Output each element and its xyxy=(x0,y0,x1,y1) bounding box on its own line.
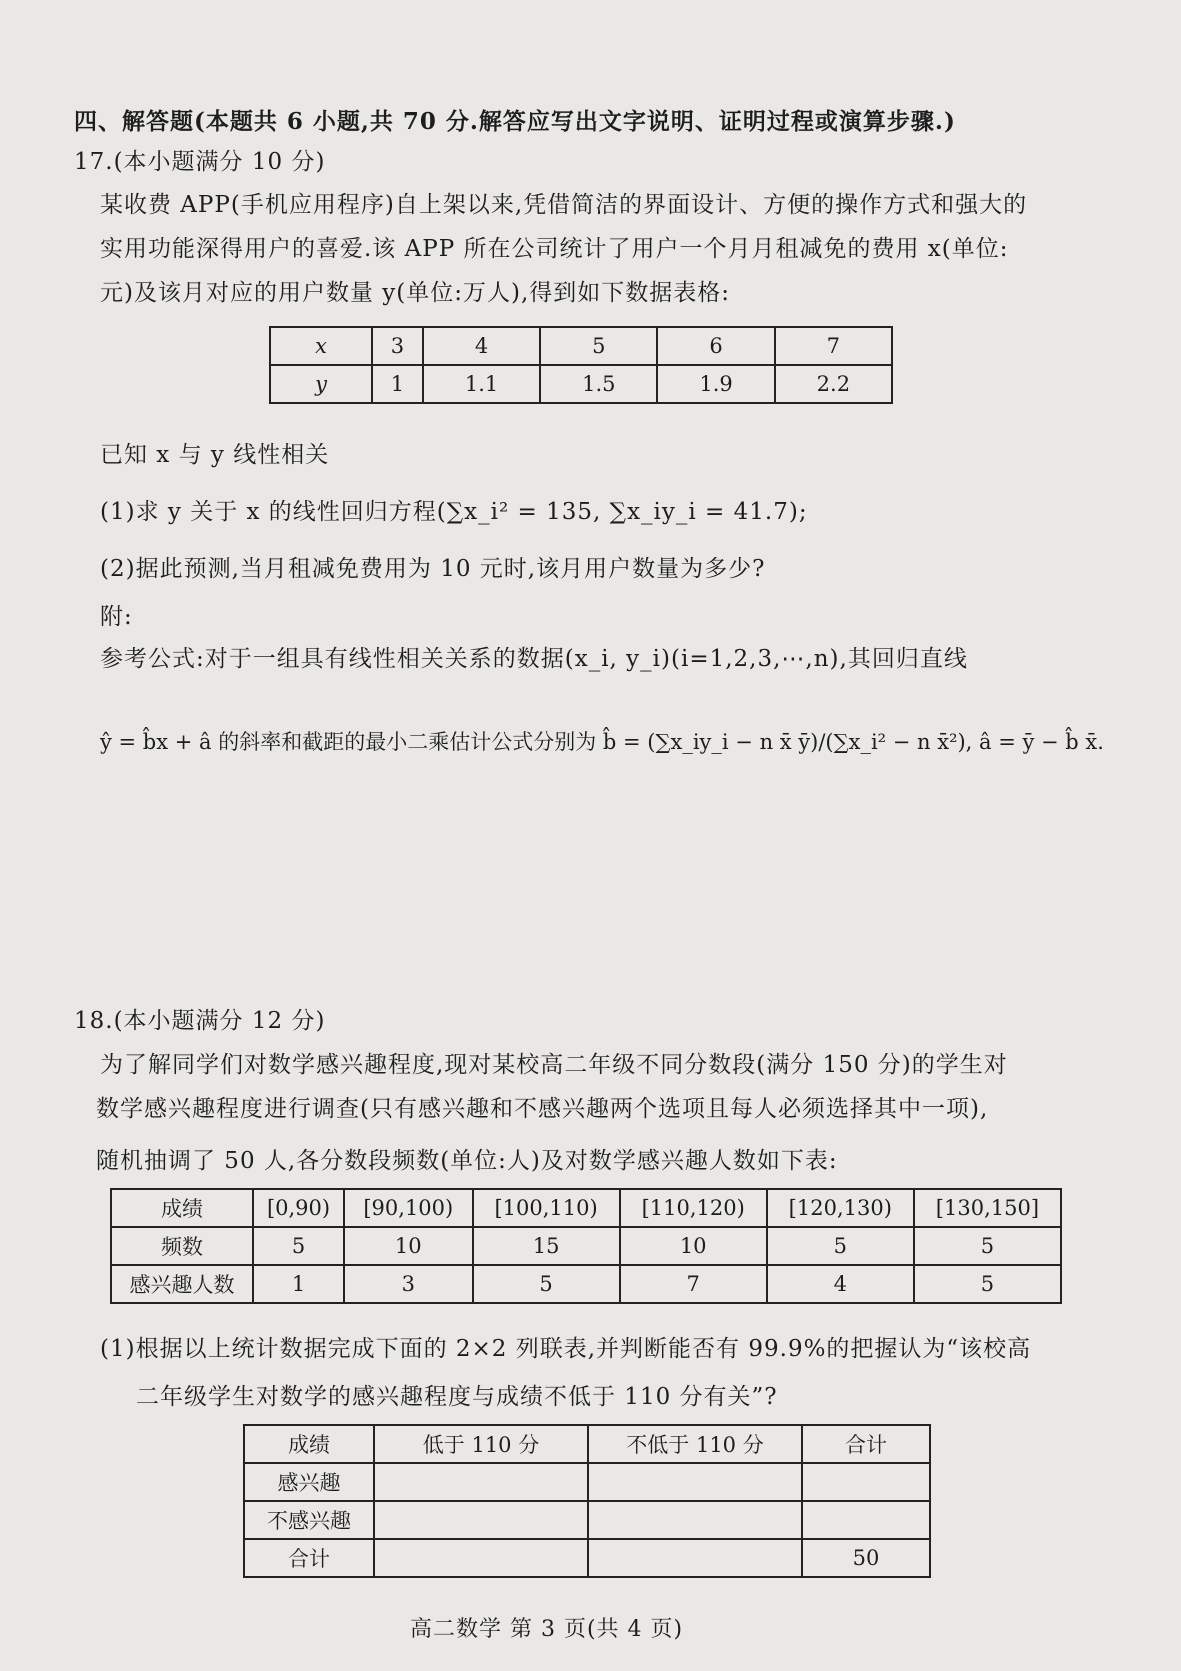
table-cell: 3 xyxy=(372,327,423,365)
table-cell: 感兴趣人数 xyxy=(111,1265,253,1303)
table-cell xyxy=(588,1501,802,1539)
table-cell: [110,120) xyxy=(620,1189,767,1227)
q17-formula-line: ŷ = b̂x + â 的斜率和截距的最小二乘估计公式分别为 b̂ = (∑x_iy_i − n x̄ ȳ)/(∑x_i² − n x̄²), â = ȳ − b̂ x̄. xyxy=(100,730,1104,754)
table-cell: 5 xyxy=(914,1265,1061,1303)
table-cell: 10 xyxy=(344,1227,472,1265)
table-cell: 低于 110 分 xyxy=(374,1425,588,1463)
table-cell xyxy=(374,1463,588,1501)
page-footer: 高二数学 第 3 页(共 4 页) xyxy=(410,1617,684,1642)
table-row xyxy=(111,1227,1061,1265)
table-row xyxy=(111,1265,1061,1303)
table-cell: 成绩 xyxy=(244,1425,374,1463)
table-row xyxy=(244,1463,930,1501)
table-cell: [130,150] xyxy=(914,1189,1061,1227)
table-cell: 2.2 xyxy=(775,365,892,403)
table-cell: x xyxy=(270,327,372,365)
table-cell: 4 xyxy=(767,1265,914,1303)
q17-known: 已知 x 与 y 线性相关 xyxy=(100,442,330,468)
table-cell: 7 xyxy=(620,1265,767,1303)
table-row xyxy=(244,1425,930,1463)
table-cell: 合计 xyxy=(802,1425,930,1463)
table-cell: 1.9 xyxy=(657,365,774,403)
q17-formula-intro: 参考公式:对于一组具有线性相关关系的数据(x_i, y_i)(i=1,2,3,⋯,n),其回归直线 xyxy=(100,646,968,672)
table-cell: 7 xyxy=(775,327,892,365)
table-cell: 15 xyxy=(473,1227,620,1265)
q17-part-2: (2)据此预测,当月租减免费用为 10 元时,该月用户数量为多少? xyxy=(100,556,766,582)
table-cell xyxy=(588,1539,802,1577)
table-cell: 4 xyxy=(423,327,540,365)
table-cell: [100,110) xyxy=(473,1189,620,1227)
table-cell: 3 xyxy=(344,1265,472,1303)
q18-frequency-table xyxy=(110,1188,1062,1304)
q18-title: 18.(本小题满分 12 分) xyxy=(74,1008,326,1034)
table-cell: 不低于 110 分 xyxy=(588,1425,802,1463)
table-cell xyxy=(588,1463,802,1501)
table-cell xyxy=(374,1539,588,1577)
table-cell: 合计 xyxy=(244,1539,374,1577)
section-header: 四、解答题(本题共 6 小题,共 70 分.解答应写出文字说明、证明过程或演算步骤.) xyxy=(74,108,956,135)
table-cell: [0,90) xyxy=(253,1189,344,1227)
table-row xyxy=(244,1539,930,1577)
table-cell xyxy=(802,1463,930,1501)
table-cell: 6 xyxy=(657,327,774,365)
table-cell: 1.1 xyxy=(423,365,540,403)
q17-paragraph-2: 实用功能深得用户的喜爱.该 APP 所在公司统计了用户一个月月租减免的费用 x(单位: xyxy=(100,236,1009,262)
q18-paragraph-1: 为了解同学们对数学感兴趣程度,现对某校高二年级不同分数段(满分 150 分)的学生对 xyxy=(100,1052,1008,1078)
table-cell: 5 xyxy=(253,1227,344,1265)
table-row xyxy=(244,1501,930,1539)
table-cell xyxy=(802,1501,930,1539)
q18-part-1b: 二年级学生对数学的感兴趣程度与成绩不低于 110 分有关”? xyxy=(136,1384,778,1410)
q18-paragraph-2: 数学感兴趣程度进行调查(只有感兴趣和不感兴趣两个选项且每人必须选择其中一项), xyxy=(96,1096,989,1122)
table-cell: [120,130) xyxy=(767,1189,914,1227)
q18-paragraph-3: 随机抽调了 50 人,各分数段频数(单位:人)及对数学感兴趣人数如下表: xyxy=(96,1148,838,1174)
table-cell: 5 xyxy=(540,327,657,365)
table-row xyxy=(111,1189,1061,1227)
table-cell: 5 xyxy=(767,1227,914,1265)
q17-part-1: (1)求 y 关于 x 的线性回归方程(∑x_i² = 135, ∑x_iy_i = 41.7); xyxy=(100,499,808,525)
q17-paragraph-1: 某收费 APP(手机应用程序)自上架以来,凭借简洁的界面设计、方便的操作方式和强大的 xyxy=(100,192,1028,218)
table-cell: 1 xyxy=(253,1265,344,1303)
table-row xyxy=(270,327,892,365)
q17-data-table xyxy=(269,326,893,404)
table-cell: 频数 xyxy=(111,1227,253,1265)
q17-paragraph-3: 元)及该月对应的用户数量 y(单位:万人),得到如下数据表格: xyxy=(100,280,731,306)
table-cell: 感兴趣 xyxy=(244,1463,374,1501)
table-cell: y xyxy=(270,365,372,403)
table-cell: 不感兴趣 xyxy=(244,1501,374,1539)
table-cell xyxy=(374,1501,588,1539)
table-cell: 5 xyxy=(914,1227,1061,1265)
table-cell: 50 xyxy=(802,1539,930,1577)
q18-part-1a: (1)根据以上统计数据完成下面的 2×2 列联表,并判断能否有 99.9%的把握认为“该校高 xyxy=(100,1336,1032,1362)
table-row xyxy=(270,365,892,403)
table-cell: 1.5 xyxy=(540,365,657,403)
table-cell: 成绩 xyxy=(111,1189,253,1227)
table-cell: 5 xyxy=(473,1265,620,1303)
q17-title: 17.(本小题满分 10 分) xyxy=(74,149,326,175)
q18-contingency-table xyxy=(243,1424,931,1578)
table-cell: 1 xyxy=(372,365,423,403)
table-cell: 10 xyxy=(620,1227,767,1265)
table-cell: [90,100) xyxy=(344,1189,472,1227)
q17-appendix: 附: xyxy=(100,604,133,630)
